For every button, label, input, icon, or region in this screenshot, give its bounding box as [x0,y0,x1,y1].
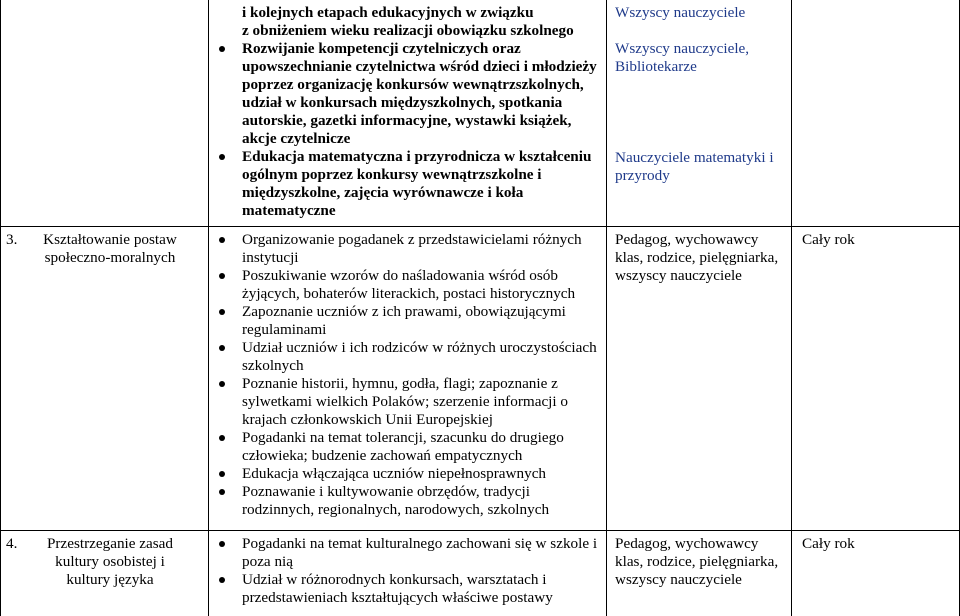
term-text: Cały rok [802,535,855,552]
responsible-text: Pedagog, wychowawcy klas, rodzice, pielęgniarka, wszyscy nauczyciele [615,535,779,588]
row-term [802,231,952,249]
row-responsible [615,231,787,285]
row-activities [218,4,603,220]
responsible-text: Wszyscy nauczyciele, Bibliotekarze [615,40,750,75]
responsible-text: Nauczyciele matematyki i przyrody [615,149,774,184]
list-item: Poznawanie i kultywowanie obrzędów, tradycji rodzinnych, regionalnych, narodowych, szkolnych [218,483,603,519]
responsible-text: Wszyscy nauczyciele [615,4,746,21]
row-title-text: Przestrzeganie zasad kultury osobistej i kultury języka [46,535,174,588]
list-item: Edukacja matematyczna i przyrodnicza w kształceniu ogólnym poprzez konkursy wewnątrzszkolne i międzyszkolne, zajęcia wyrównawcze i koła matematyczne [218,148,603,220]
row-title [6,535,204,595]
row-activities [218,535,603,607]
list-item: Organizowanie pogadanek z przedstawicielami różnych instytucji [218,231,603,267]
list-item: Pogadanki na temat kulturalnego zachowani się w szkole i poza nią [218,535,603,571]
list-item: Udział w różnorodnych konkursach, warsztatach i przedstawieniach kształtujących właściwe postawy [218,571,603,607]
list-item: Pogadanki na temat tolerancji, szacunku do drugiego człowieka; budzenie zachowań empatycznych [218,429,603,465]
row-activities [218,231,603,519]
table-border-left [0,0,1,616]
row-number: 4. [6,535,18,552]
list-item: Zapoznanie uczniów z ich prawami, obowiązującymi regulaminami [218,303,603,339]
list-item: Rozwijanie kompetencji czytelniczych oraz upowszechnianie czytelnictwa wśród dzieci i młodzieży poprzez organizację konkursów wewnątrzszkolnych, udział w konkursach międzyszkolnych, spotkania autorskie, gazetki informacyjne, wystawki książek, akcje czytelnicze [218,40,603,148]
row-responsible [615,535,787,589]
row-title [6,231,204,271]
term-text: Cały rok [802,231,855,248]
row-number: 3. [6,231,18,248]
list-item: Edukacja włączająca uczniów niepełnosprawnych [218,465,603,483]
list-item: Poszukiwanie wzorów do naśladowania wśród osób żyjących, bohaterów literackich, postaci historycznych [218,267,603,303]
table-border-col1 [208,0,209,616]
list-item-continued: i kolejnych etapach edukacyjnych w związku z obniżeniem wieku realizacji obowiązku szkolnego [242,4,574,39]
row-divider-2 [0,530,960,531]
row-title-text: Kształtowanie postaw społeczno-moralnych [43,231,177,266]
table-border-col2 [606,0,607,616]
row-term [802,535,952,553]
list-item: Udział uczniów i ich rodziców w różnych uroczystościach szkolnych [218,339,603,375]
table-border-col3 [791,0,792,616]
list-item: Poznanie historii, hymnu, godła, flagi; zapoznanie z sylwetkami wielkich Polaków; szerzenie informacji o krajach członkowskich Unii Europejskiej [218,375,603,429]
row-divider-1 [0,226,960,227]
responsible-text: Pedagog, wychowawcy klas, rodzice, pielęgniarka, wszyscy nauczyciele [615,231,779,284]
